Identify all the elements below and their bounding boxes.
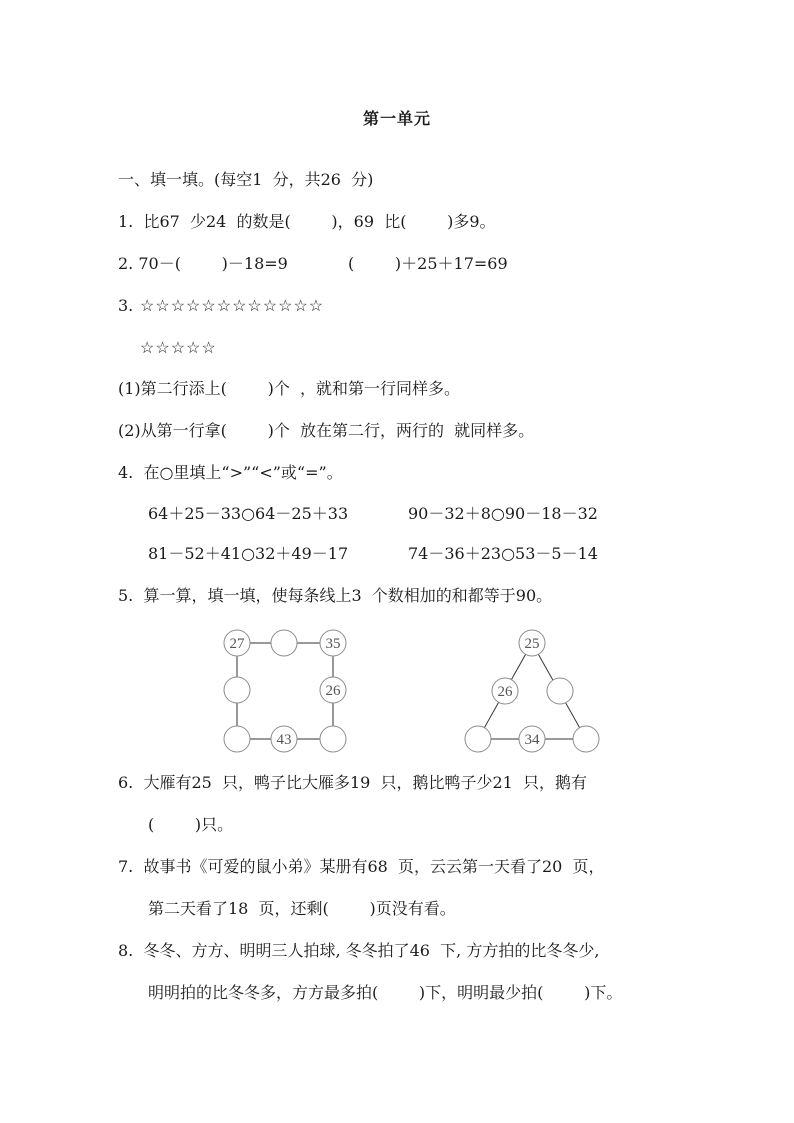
circle-node xyxy=(224,677,250,703)
question-2-part-b: ( )＋25＋17=69 xyxy=(348,254,508,273)
question-2-part-a: 2. 70－( )－18=9 xyxy=(118,254,288,273)
question-6-line-1: 6. 大雁有25 只，鸭子比大雁多19 只，鹅比鸭子少21 只，鹅有 xyxy=(118,773,588,792)
node-number: 34 xyxy=(524,732,540,748)
question-4: 4. 在○里填上“>”“<”或“=”。 xyxy=(118,463,343,482)
star-row-2: ☆☆☆☆☆ xyxy=(140,338,217,357)
question-8-line-1: 8. 冬冬、方方、明明三人拍球, 冬冬拍了46 下, 方方拍的比冬冬少, xyxy=(118,941,600,960)
node-number: 27 xyxy=(229,636,245,652)
question-3-1: (1)第二行添上( )个 ，就和第一行同样多。 xyxy=(118,379,461,398)
circle-node xyxy=(573,726,599,752)
circle-node xyxy=(271,630,297,656)
question-3-label: 3. xyxy=(118,296,134,315)
circle-node xyxy=(320,726,346,752)
node-number: 26 xyxy=(325,683,341,699)
section-heading: 一、填一填。(每空1 分，共26 分) xyxy=(118,170,374,189)
question-1: 1. 比67 少24 的数是( )，69 比( )多9。 xyxy=(118,212,496,231)
star-row-1: ☆☆☆☆☆☆☆☆☆☆☆☆ xyxy=(140,296,325,315)
compare-item: 64＋25－33○64－25＋33 xyxy=(148,504,349,523)
compare-item: 90－32＋8○90－18－32 xyxy=(408,504,598,523)
node-number: 25 xyxy=(524,636,540,652)
question-8-line-2: 明明拍的比冬冬多，方方最多拍( )下，明明最少拍( )下。 xyxy=(148,983,623,1002)
circle-node xyxy=(547,678,573,704)
node-number: 26 xyxy=(497,684,513,700)
node-number: 43 xyxy=(276,732,292,748)
question-6-line-2: ( )只。 xyxy=(148,815,234,834)
question-7-line-1: 7. 故事书《可爱的鼠小弟》某册有68 页，云云第一天看了20 页， xyxy=(118,857,605,876)
node-number: 35 xyxy=(325,636,341,652)
question-7-line-2: 第二天看了18 页，还剩( )页没有看。 xyxy=(148,899,456,918)
page-title: 第一单元 xyxy=(362,109,431,128)
circle-node xyxy=(465,726,491,752)
compare-item: 74－36＋23○53－5－14 xyxy=(408,544,598,563)
compare-item: 81－52＋41○32＋49－17 xyxy=(148,544,349,563)
circle-node xyxy=(224,726,250,752)
question-3-2: (2)从第一行拿( )个 放在第二行，两行的 就同样多。 xyxy=(118,421,535,440)
question-5: 5. 算一算，填一填，使每条线上3 个数相加的和都等于90。 xyxy=(118,586,553,605)
